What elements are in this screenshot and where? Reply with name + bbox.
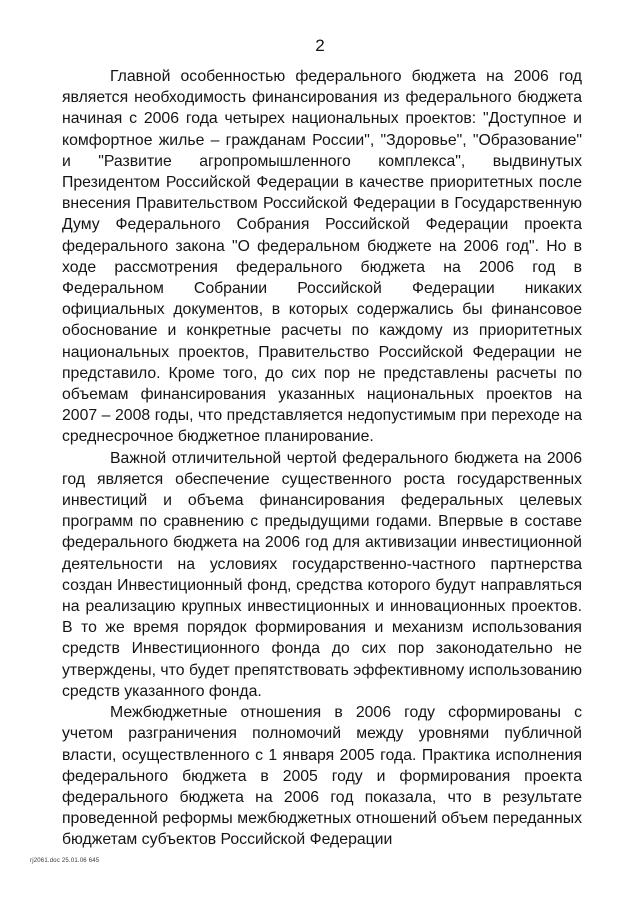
paragraph-interbudget-relations: Межбюджетные отношения в 2006 году сформированы с учетом разграничения полномочий между уровнями публичной власти, осуществленного с 1 января 2005 года. Практика исполнения федерального бюджета в 2005 году и формирования проекта федерального бюджета на 2006 год показала, что в результате проведенной реформы межбюджетных отношений объем переданных бюджетам субъектов Российской Федерации (62, 704, 582, 849)
footer-file-stamp: rj2061.doc 25.01.06 645 (30, 858, 100, 864)
document-body (62, 66, 582, 851)
paragraph-investments: Важной отличительной чертой федерального бюджета на 2006 год является обеспечение существенного роста государственных инвестиций и объема финансирования федеральных целевых программ по сравнению с предыдущими годами. Впервые в составе федерального бюджета на 2006 год для активизации инвестиционной деятельности на условиях государственно-частного партнерства создан Инвестиционный фонд, средства которого будут направляться на реализацию крупных инвестиционных и инновационных проектов. В то же время порядок формирования и механизм использования средств Инвестиционного фонда до сих пор законодательно не утверждены, что будет препятствовать эффективному использованию средств указанного фонда. (62, 449, 582, 700)
page-number: 2 (315, 36, 325, 55)
paragraph-budget-priorities: Главной особенностью федерального бюджета на 2006 год является необходимость финансирования из федерального бюджета начиная с 2006 года четырех национальных проектов: "Доступное и комфортное жилье – гражданам России", "Здоровье", "Образование" и "Развитие агропромышленного комплекса", выдвинутых Президентом Российской Федерации в качестве приоритетных после внесения Правительством Российской Федерации в Государственную Думу Федерального Собрания Российской Федерации проекта федерального закона "О федеральном бюджете на 2006 год". Но в ходе рассмотрения федерального бюджета на 2006 год в Федеральном Собрании Российской Федерации никаких официальных документов, в которых содержались бы финансовое обоснование и конкретные расчеты по каждому из приоритетных национальных проектов, Правительство Российской Федерации не представило. Кроме того, до сих пор не представлены расчеты по объемам финансирования указанных национальных проектов на 2007 – 2008 годы, что представляется недопустимым при переходе на среднесрочное бюджетное планирование. (62, 68, 582, 446)
